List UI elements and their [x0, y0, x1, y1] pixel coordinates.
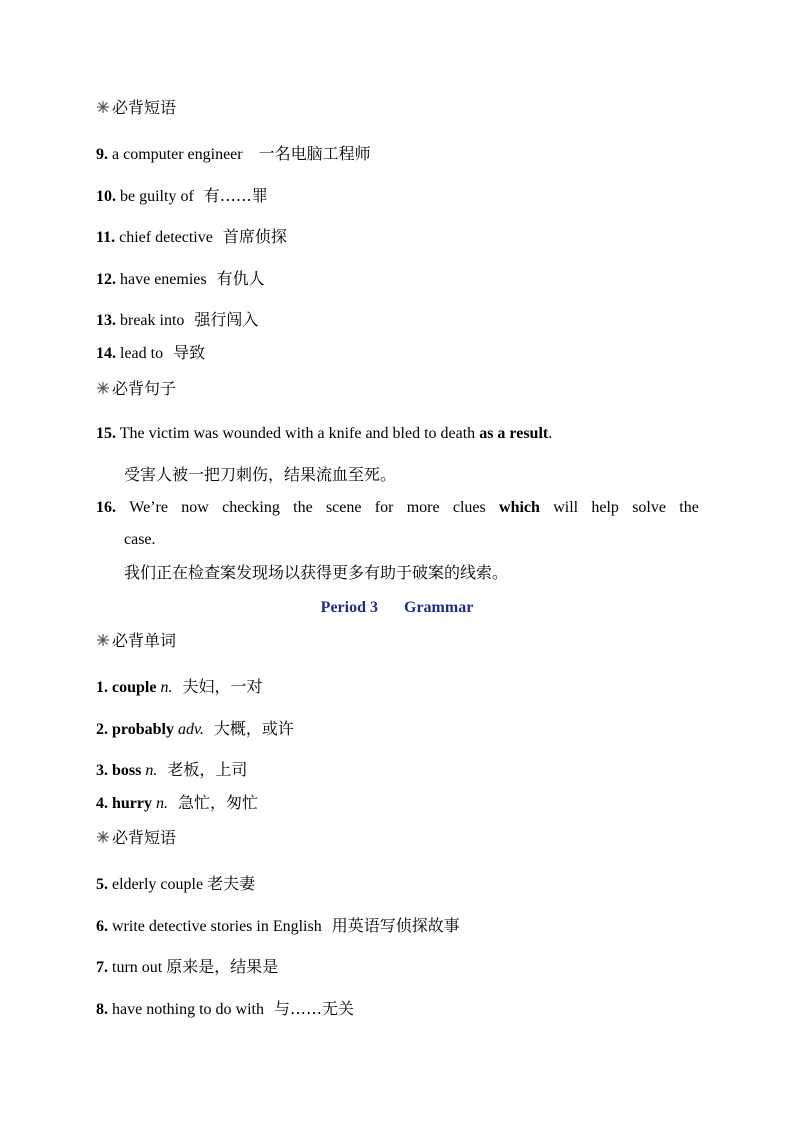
- vocab-item: 3. boss n. 老板，上司: [96, 760, 248, 779]
- vocab-item: 1. couple n. 夫妇，一对: [96, 677, 263, 696]
- decorative-star-icon: [96, 381, 110, 395]
- section-label: 必背短语: [112, 828, 177, 847]
- vocab-item: 4. hurry n. 急忙，匆忙: [96, 793, 259, 812]
- list-item: 8. have nothing to do with 与……无关: [96, 999, 354, 1018]
- section-header-phrases: [96, 98, 176, 119]
- period-title: Grammar: [404, 599, 474, 616]
- sentence-item: 15. The victim was wounded with a knife and bled to death as a result.: [96, 425, 553, 442]
- period-label: Period 3: [320, 599, 378, 616]
- list-item: 6. write detective stories in English 用英语写侦探故事: [96, 916, 460, 935]
- list-item: 7. turn out 原来是，结果是: [96, 957, 279, 976]
- section-label: 必背句子: [112, 379, 177, 398]
- list-item: 11. chief detective 首席侦探: [96, 227, 287, 246]
- decorative-star-icon: [96, 100, 110, 114]
- vocab-item: 2. probably adv. 大概，或许: [96, 719, 294, 738]
- section-label: 必背单词: [112, 631, 177, 650]
- list-item: 5. elderly couple 老夫妻: [96, 874, 256, 893]
- section-header-words: [96, 631, 176, 652]
- list-item: 12. have enemies 有仇人: [96, 269, 265, 288]
- period-heading: [0, 598, 794, 618]
- list-item: 10. be guilty of 有……罪: [96, 186, 268, 205]
- section-header-phrases: [96, 828, 176, 849]
- section-label: 必背短语: [112, 98, 177, 117]
- sentence-translation: 我们正在检查案发现场以获得更多有助于破案的线索。: [124, 563, 509, 582]
- section-header-sentences: [96, 379, 176, 400]
- sentence-translation: 受害人被一把刀刺伤，结果流血至死。: [124, 465, 397, 484]
- decorative-star-icon: [96, 633, 110, 647]
- sentence-line-1: 16. We’re now checking the scene for more clues which will help solve the: [96, 499, 699, 516]
- list-item: 9. a computer engineer 一名电脑工程师: [96, 144, 371, 163]
- decorative-star-icon: [96, 830, 110, 844]
- sentence-item: [96, 498, 699, 518]
- list-item: 13. break into 强行闯入: [96, 310, 259, 329]
- list-item: 14. lead to 导致: [96, 343, 206, 362]
- sentence-line-2: case.: [124, 531, 156, 548]
